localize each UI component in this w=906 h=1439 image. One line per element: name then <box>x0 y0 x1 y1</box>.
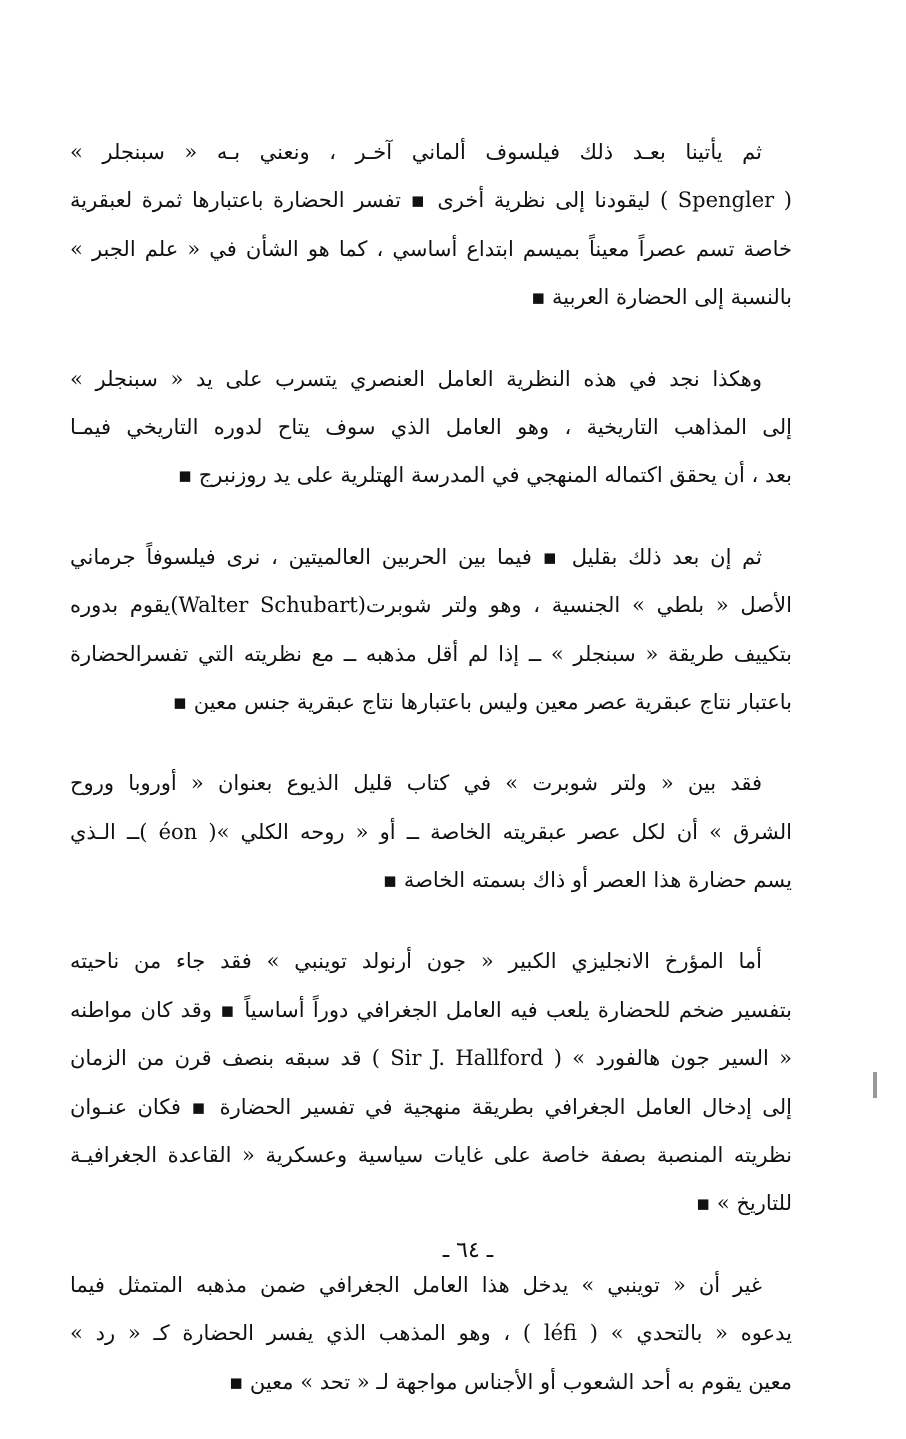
text-line: ( Spengler ) ليقودنا إلى نظرية أخرى ▪ تفسر الحضارة باعتبارها ثمرة لعبقرية <box>70 188 792 213</box>
text-line: إلى المذاهب التاريخية ، وهو العامل الذي سوف يتاح لدوره التاريخي فيمـا <box>70 414 792 439</box>
text-line: إلى إدخال العامل الجغرافي بطريقة منهجية في تفسير الحضارة ▪ فكان عنـوان <box>70 1094 792 1119</box>
text-line: للتاريخ » ▪ <box>695 1191 792 1216</box>
text-line: أما المؤرخ الانجليزي الكبير « جون أرنولد توينبي » فقد جاء من ناحيته <box>70 949 762 974</box>
text-line: معين يقوم به أحد الشعوب أو الأجناس مواجهة لـ « تحد » معين ▪ <box>228 1369 792 1394</box>
text-line: وهكذا نجد في هذه النظرية العامل العنصري يتسرب على يد « سبنجلر » <box>70 366 762 391</box>
text-line: نظريته المنصبة بصفة خاصة على غايات سياسية وعسكرية « القاعدة الجغرافيـة <box>70 1143 792 1168</box>
paragraph-europe-east <box>70 759 792 904</box>
text-line: بتكييف طريقة « سبنجلر » ــ إذا لم أقل مذهبه ــ مع نظريته التي تفسرالحضارة <box>70 641 792 666</box>
text-line: بالنسبة إلى الحضارة العربية ▪ <box>531 285 792 310</box>
text-line: ثم إن بعد ذلك بقليل ▪ فيما بين الحربين العالميتين ، نرى فيلسوفاً جرماني <box>70 544 762 569</box>
paragraph-challenge <box>70 1261 792 1406</box>
paragraph-spengler <box>70 128 792 322</box>
text-line: يدعوه « بالتحدي » ( léfi ) ، وهو المذهب الذي يفسر الحضارة كـ « رد » <box>70 1321 792 1346</box>
text-line: الشرق » أن لكل عصر عبقريته الخاصة ــ أو « روحه الكلي »( éon )ــ الـذي <box>70 819 792 844</box>
paragraph-schubart <box>70 533 792 727</box>
text-line: « السير جون هالفورد » ( Sir J. Hallford ) قد سبقه بنصف قرن من الزمان <box>70 1046 792 1071</box>
text-line: غير أن « توينبي » يدخل هذا العامل الجغرافي ضمن مذهبه المتمثل فيما <box>70 1272 762 1297</box>
text-line: باعتبار نتاج عبقرية عصر معين وليس باعتبارها نتاج عبقرية جنس معين ▪ <box>172 689 792 714</box>
scan-artifact <box>873 1072 877 1098</box>
text-line: خاصة تسم عصراً معيناً بميسم ابتداع أساسي ، كما هو الشأن في « علم الجبر » <box>70 236 792 261</box>
paragraph-toynbee <box>70 937 792 1227</box>
text-line: بعد ، أن يحقق اكتماله المنهجي في المدرسة الهتلرية على يد روزنبرج ▪ <box>177 463 792 488</box>
text-line: ثم يأتينا بعـد ذلك فيلسوف ألماني آخـر ، ونعني بـه « سبنجلر » <box>70 140 762 164</box>
text-line: الأصل « بلطي » الجنسية ، وهو ولتر شوبرت(Walter Schubart)يقوم بدوره <box>70 593 792 618</box>
page-number: ـ ٦٤ ـ <box>442 1238 494 1263</box>
paragraph-racial-factor <box>70 355 792 500</box>
text-line: فقد بين « ولتر شوبرت » في كتاب قليل الذيوع بعنوان « أوروبا وروح <box>70 771 762 796</box>
text-line: يسم حضارة هذا العصر أو ذاك بسمته الخاصة ▪ <box>382 868 792 893</box>
text-line: بتفسير ضخم للحضارة يلعب فيه العامل الجغرافي دوراً أساسياً ▪ وقد كان مواطنه <box>70 997 792 1022</box>
